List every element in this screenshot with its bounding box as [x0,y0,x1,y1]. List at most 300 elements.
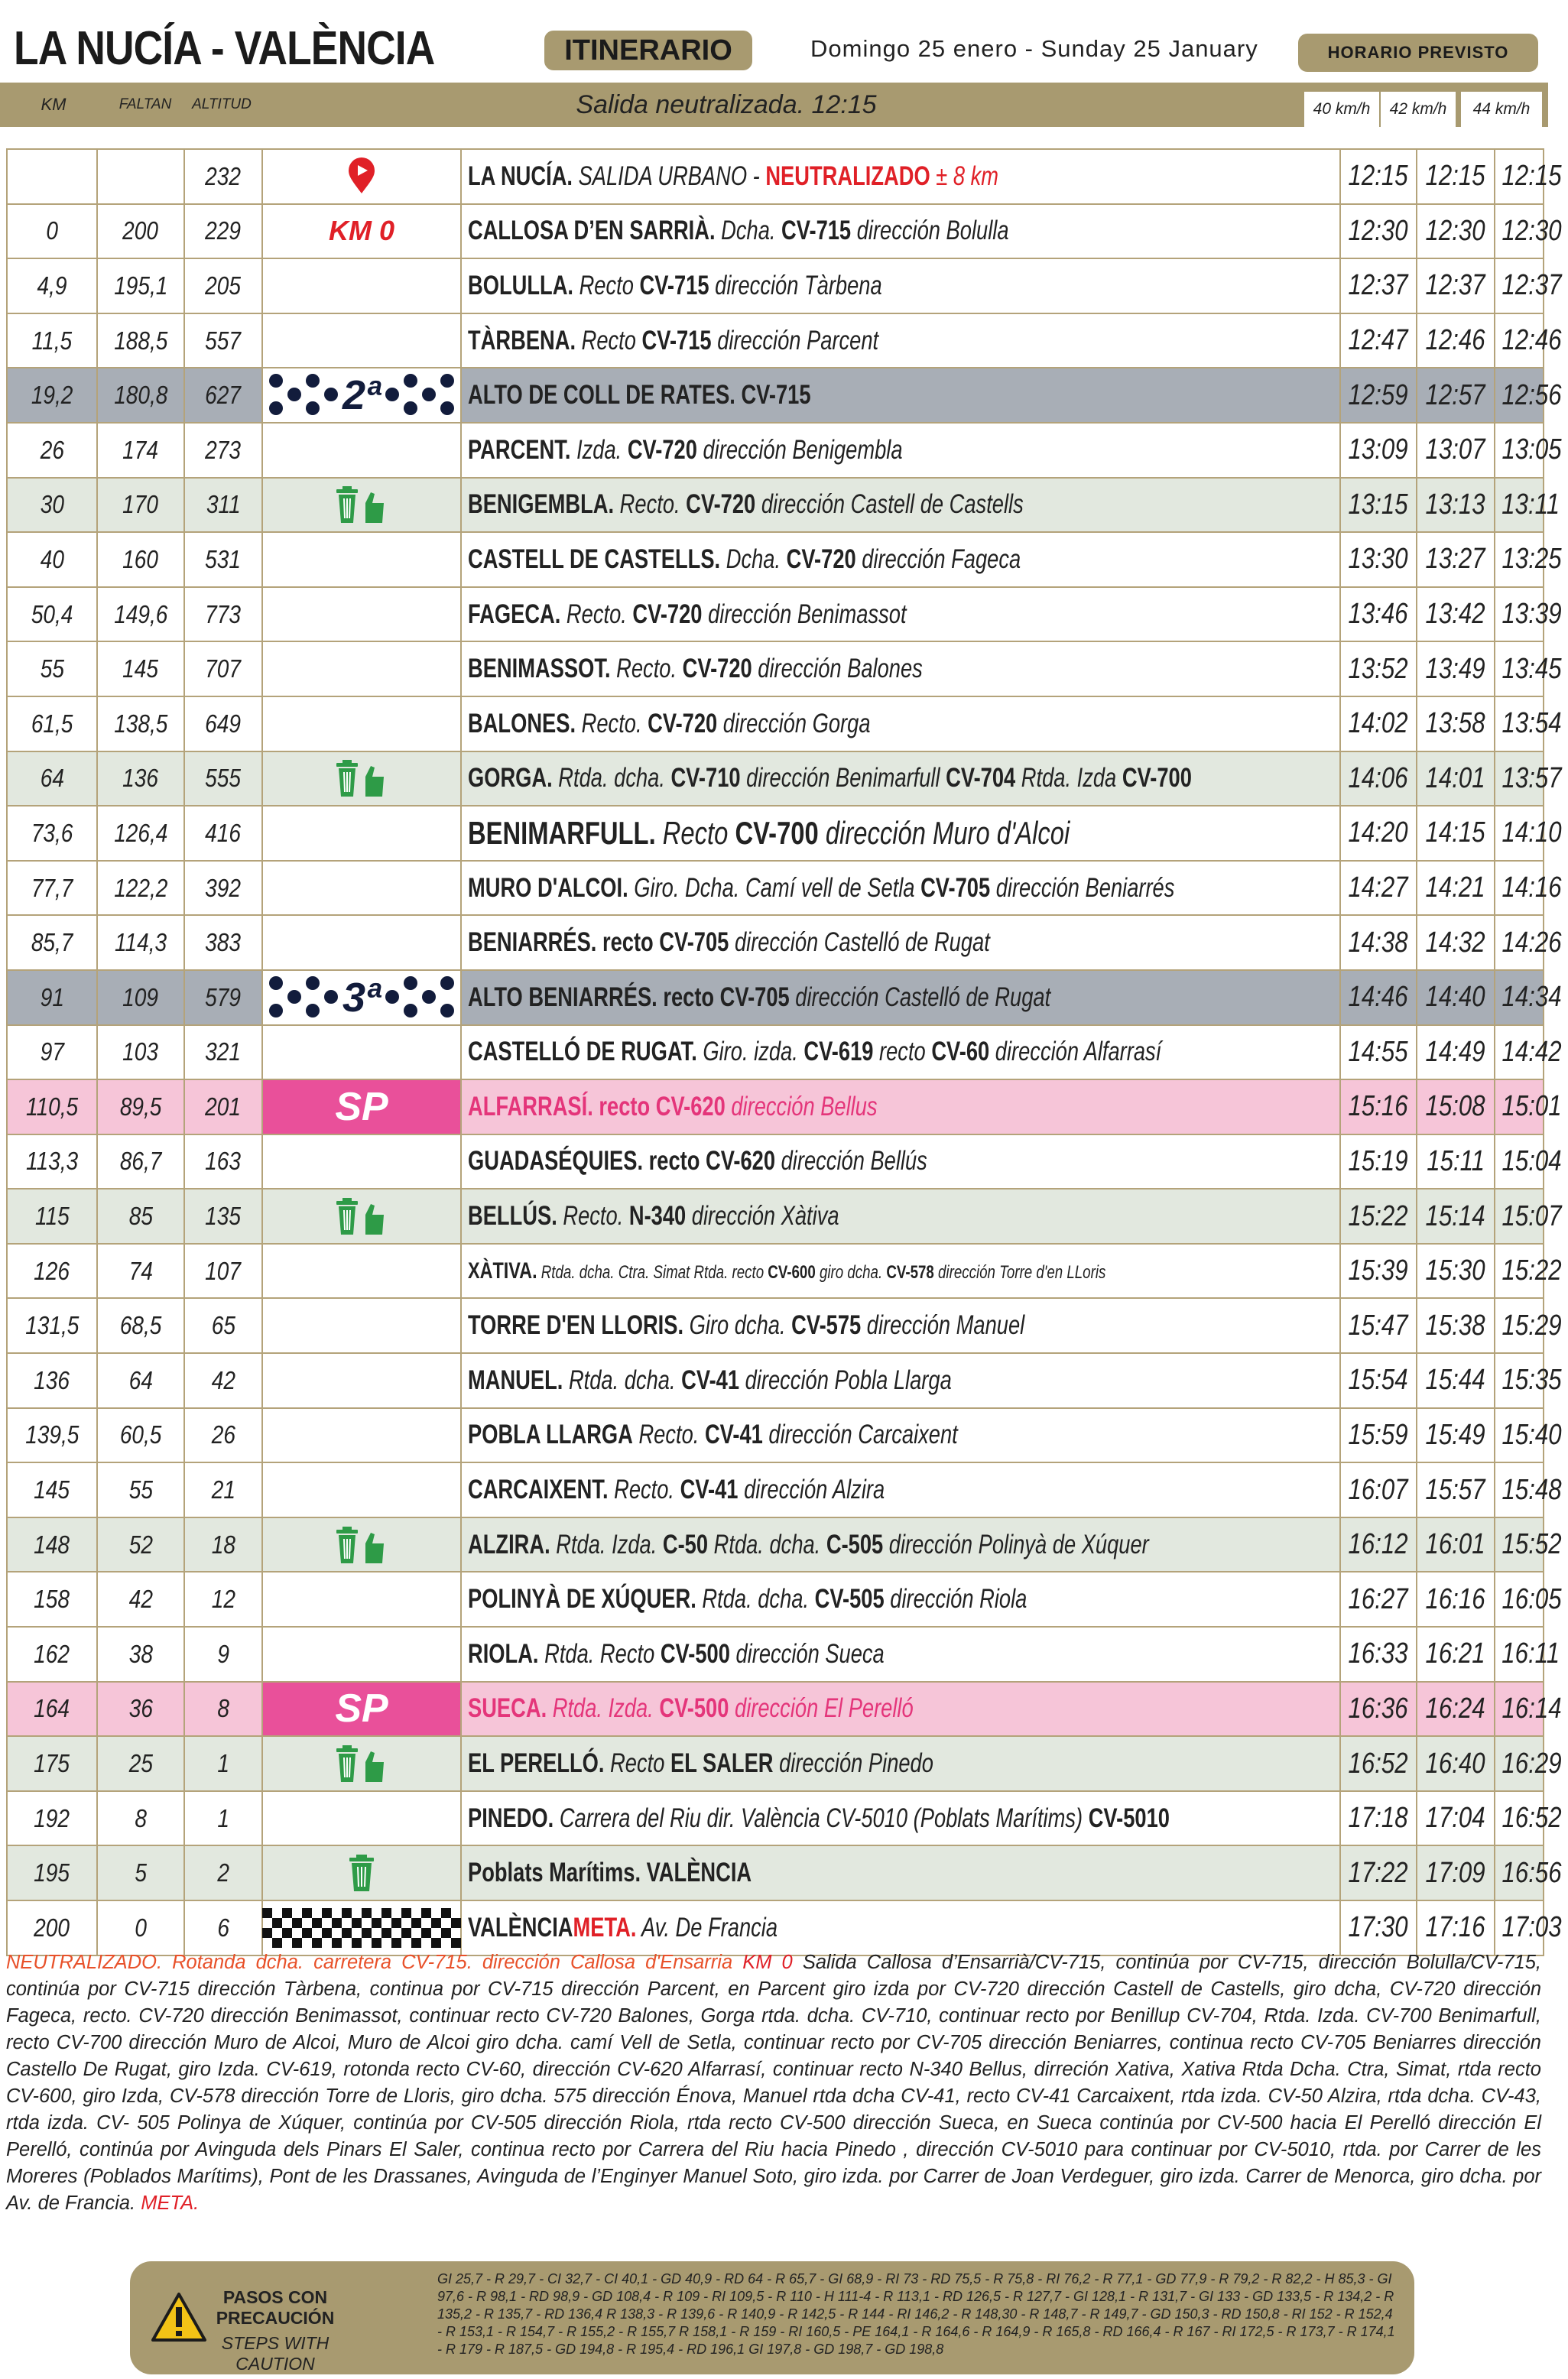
table-row [7,204,1544,259]
time-value: 16:05 [1501,1582,1562,1615]
finish-flag-icon [262,1904,461,1952]
time-cell-42 [1417,532,1495,587]
icon-cell [262,915,461,970]
time-cell-44 [1495,915,1562,970]
table-row [7,368,1544,423]
time-cell-40 [1340,1298,1417,1353]
altitude-cell [184,861,262,916]
time-value: 17:04 [1426,1802,1485,1835]
time-value: 17:22 [1349,1856,1408,1889]
time-cell-44 [1495,1845,1562,1900]
faltan-cell-value: 149,6 [113,599,168,628]
time-cell-44 [1495,1900,1562,1955]
time-cell-42 [1417,1408,1495,1463]
km-cell [7,258,97,313]
km-cell-value: 139,5 [24,1420,80,1449]
column-header-bar [0,83,1548,127]
description-text [468,380,811,411]
description-text [468,599,907,630]
warning-icon [151,2292,206,2342]
km-cell-value: 192 [34,1803,70,1832]
time-value: 15:52 [1501,1528,1562,1561]
time-value: 17:09 [1426,1856,1485,1889]
table-row [7,1298,1544,1353]
km-cell [7,1079,97,1134]
faltan-cell [97,1682,184,1737]
description-text [468,1803,1170,1834]
altitude-cell [184,1298,262,1353]
meta-label: META. [573,1912,637,1942]
time-cell-44 [1495,806,1562,861]
altitude-cell-value: 6 [217,1913,229,1942]
route-detail: dirección Castell de Castells [755,489,1024,520]
route-detail: Giro. izda. [696,1037,804,1067]
road-code: CV-720 [682,654,752,684]
altitude-cell [184,1572,262,1627]
faltan-cell [97,1244,184,1299]
route-detail: Recto. [560,599,633,629]
time-value: 12:15 [1349,160,1408,193]
road-code: CV-500 [659,1693,729,1724]
altitude-cell [184,478,262,533]
icon-cell [262,478,461,533]
description-cell [461,861,1340,916]
altitude-cell-value: 135 [205,1202,242,1231]
table-row [7,1791,1544,1846]
description-text [468,1913,778,1943]
town-name: CARCAIXENT. [468,1475,609,1505]
time-value: 14:26 [1501,926,1562,959]
description-cell [461,915,1340,970]
description-text [468,709,871,739]
time-cell-44 [1495,258,1562,313]
town-name: GORGA. [468,763,553,794]
altitude-cell [184,204,262,259]
time-cell-44 [1495,1791,1562,1846]
time-cell-42 [1417,1845,1495,1900]
time-cell-44 [1495,368,1562,423]
time-cell-44 [1495,1572,1562,1627]
time-value: 16:27 [1349,1582,1408,1615]
faltan-cell-value: 180,8 [113,381,168,410]
faltan-cell [97,1408,184,1463]
time-cell-44 [1495,1353,1562,1408]
road-code: CV-505 [814,1584,885,1615]
km-cell-value: 136 [34,1365,70,1394]
faltan-cell-value: 36 [128,1694,153,1723]
km-cell [7,1353,97,1408]
altitude-cell-value: 707 [205,654,242,683]
route-detail: Rtda. dcha. [696,1584,815,1615]
faltan-cell-value: 86,7 [119,1147,162,1176]
time-value: 15:22 [1349,1199,1408,1232]
time-value: 12:47 [1349,324,1408,357]
table-row [7,1189,1544,1244]
km-cell [7,587,97,642]
route-detail: Recto [576,325,642,355]
km-cell-value: 158 [34,1585,70,1614]
time-value: 13:42 [1426,598,1485,631]
faltan-cell-value: 5 [135,1858,147,1887]
icon-cell [262,1408,461,1463]
road-code: CV-700 [735,814,819,851]
time-value: 16:01 [1426,1528,1485,1561]
town-name: SUECA. [468,1693,547,1724]
description-text [468,763,1192,794]
time-cell-42 [1417,1353,1495,1408]
time-cell-40 [1340,751,1417,807]
altitude-cell [184,641,262,696]
icon-cell [262,1627,461,1682]
town-name: ALFARRASÍ. recto CV-620 [468,1091,726,1121]
time-value: 17:16 [1426,1911,1485,1944]
time-value: 16:33 [1349,1637,1408,1670]
faltan-cell [97,1845,184,1900]
time-value: 14:06 [1349,761,1408,794]
table-row [7,641,1544,696]
description-cell [461,1025,1340,1080]
town-name: RIOLA. [468,1638,539,1669]
road-code: CV-578 [886,1261,934,1283]
time-value: 15:35 [1501,1364,1562,1397]
km-cell [7,970,97,1025]
faltan-cell-value: 52 [128,1530,153,1559]
time-cell-42 [1417,1025,1495,1080]
time-value: 15:40 [1501,1418,1562,1451]
km-cell [7,915,97,970]
faltan-cell-value: 145 [122,654,159,683]
faltan-cell [97,1572,184,1627]
km-cell-value: 30 [40,490,64,519]
time-cell-40 [1340,423,1417,478]
neutral-distance: ± 8 km [930,161,999,191]
description-cell [461,970,1340,1025]
road-code: C-505 [826,1529,884,1559]
time-cell-40 [1340,313,1417,368]
time-cell-42 [1417,1298,1495,1353]
time-cell-40 [1340,970,1417,1025]
table-row [7,478,1544,533]
time-value: 14:38 [1349,926,1408,959]
time-value: 16:21 [1426,1637,1485,1670]
icon-cell [262,1517,461,1572]
description-text [468,435,903,466]
description-cell [461,1627,1340,1682]
time-value: 13:25 [1501,543,1562,576]
km-cell [7,1298,97,1353]
km-cell [7,696,97,751]
caution-list: GI 25,7 - R 29,7 - CI 32,7 - CI 40,1 - GD 40,9 - RD 64 - R 65,7 - GI 68,9 - RI 73 - RD 75,5 - R 75,8 - RI 76,2 - R 77,1 - GD 77,9 - R 79,2 - R 82,2 - H 85,3 - GI 97,6 - R 98,1 - RD 98,9 - GD 108,4 - R 109 - RI 109,5 - R 110 - H 111-4 - R 113,1 - RD 126,5 - R 127,7 - GI 128,1 - R 131,7 - GI 133 - GD 133,5 - R 134,2 - R 135,2 - R 135,7 - RD 136,4 R 138,3 - R 139,6 - R 140,9 - R 142,5 - R 144 - RI 146,2 - R 148,30 - R 148,7 - R 149,7 - GD 150,3 - RD 150,8 - RI 152 - R 152,4 - R 153,1 - R 154,7 - R 155,2 - R 155,7 R 158,1 - R 159 - RI 160,5 - PE 164,1 - R 164,6 - R 164,9 - R 165,8 - RD 166,4 - R 167 - RI 172,5 - R 173,7 - R 174,1 - R 179 - R 187,5 - GD 194,8 - R 195,4 - RD 196,1 GI 197,8 - GD 198,7 - GD 198,8 [437,2271,1395,2357]
feed-zone-icon [335,758,388,798]
sprint-label: SP [335,1686,388,1732]
description-cell [461,1134,1340,1190]
table-row [7,1572,1544,1627]
time-cell-42 [1417,1134,1495,1190]
icon-cell [262,861,461,916]
faltan-cell [97,1736,184,1791]
description-cell [461,751,1340,807]
route-detail: dirección Gorga [717,708,871,738]
km-cell-value: 162 [34,1639,70,1668]
km-cell-value: 126 [34,1256,70,1285]
icon-cell [262,587,461,642]
route-detail: Rtda. dcha. [708,1529,826,1559]
description-cell [461,532,1340,587]
time-cell-44 [1495,861,1562,916]
faltan-cell [97,1900,184,1955]
route-detail: dirección Beniarrés [990,872,1175,903]
icon-cell [262,532,461,587]
time-cell-42 [1417,204,1495,259]
road-code: CV-720 [627,434,697,465]
description-text [468,1639,885,1670]
time-value: 13:57 [1501,761,1562,794]
faltan-cell-value: 103 [122,1037,159,1066]
km-cell-value: 40 [40,544,64,573]
time-cell-40 [1340,258,1417,313]
icon-cell [262,970,461,1025]
altitude-cell-value: 773 [205,599,242,628]
altitude-cell-value: 1 [217,1803,229,1832]
time-cell-44 [1495,1462,1562,1517]
time-value: 16:40 [1426,1747,1485,1780]
faltan-cell-value: 170 [122,490,159,519]
table-row [7,258,1544,313]
time-value: 13:27 [1426,543,1485,576]
time-cell-40 [1340,1682,1417,1737]
km-cell [7,1572,97,1627]
km-cell [7,368,97,423]
km-cell-value: 73,6 [31,818,73,847]
road-code: CV-715 [641,325,712,355]
route-meta: META. [141,2192,200,2214]
town-name: XÀTIVA. [468,1258,537,1284]
route-detail: dirección Castelló de Rugat [789,982,1051,1012]
time-cell-40 [1340,1791,1417,1846]
road-code: CV-575 [791,1310,862,1341]
route-detail: dirección Xàtiva [686,1201,839,1232]
time-cell-40 [1340,1134,1417,1190]
km-cell-value: 115 [34,1202,70,1231]
altitude-cell [184,1900,262,1955]
altitude-cell [184,1408,262,1463]
faltan-cell-value: 138,5 [113,709,168,738]
altitude-cell-value: 8 [217,1694,229,1723]
time-value: 13:15 [1349,488,1408,521]
route-detail: dirección El Perelló [729,1693,914,1724]
altitude-cell [184,149,262,204]
altitude-cell [184,1627,262,1682]
town-name: CASTELLÓ DE RUGAT. [468,1037,697,1067]
time-cell-42 [1417,1682,1495,1737]
route-detail: dirección Alfarrasí [989,1037,1162,1067]
town-name: VALÈNCIA [468,1912,573,1942]
description-text [468,271,882,301]
km-cell-value: 200 [34,1913,70,1942]
description-cell [461,1353,1340,1408]
route-detail: Recto. [557,1201,629,1232]
altitude-cell-value: 531 [205,544,242,573]
time-value: 16:07 [1349,1473,1408,1506]
time-value: 16:36 [1349,1692,1408,1725]
time-value: 16:52 [1349,1747,1408,1780]
description-text [468,1037,1161,1067]
icon-cell [262,423,461,478]
speed-header-42: 42 km/h [1381,92,1456,127]
route-detail: Dcha. [715,216,782,246]
town-name: LA NUCÍA. [468,161,573,191]
town-name: ALTO BENIARRÉS. recto CV-705 [468,982,790,1012]
time-value: 14:01 [1426,761,1485,794]
salida-text: Salida neutralizada. 12:15 [576,90,877,119]
horario-badge: HORARIO PREVISTO [1298,34,1538,72]
time-cell-42 [1417,641,1495,696]
route-detail: Rtda. Recto [538,1638,661,1669]
time-value: 15:04 [1501,1144,1562,1177]
km-cell-value: 148 [34,1530,70,1559]
time-value: 16:16 [1426,1582,1485,1615]
col-km-header: KM [41,95,67,114]
km-cell-value: 64 [40,764,64,793]
time-value: 15:39 [1349,1254,1408,1287]
icon-cell [262,368,461,423]
altitude-cell [184,696,262,751]
time-cell-40 [1340,1408,1417,1463]
altitude-cell-value: 392 [205,873,242,902]
km-cell [7,1025,97,1080]
faltan-cell-value: 89,5 [119,1092,162,1121]
altitude-cell-value: 416 [205,818,242,847]
km-cell-value: 91 [40,982,64,1011]
time-cell-42 [1417,1627,1495,1682]
road-code: CV-500 [660,1638,730,1669]
description-cell [461,1682,1340,1737]
time-cell-40 [1340,532,1417,587]
road-code: CV-60 [931,1037,990,1067]
time-cell-40 [1340,641,1417,696]
time-value: 14:21 [1426,871,1485,904]
faltan-cell [97,1627,184,1682]
time-cell-44 [1495,1025,1562,1080]
town-name: PARCENT. [468,434,571,465]
col-altitud-header: ALTITUD [192,96,252,112]
time-cell-44 [1495,1298,1562,1353]
time-value: 16:11 [1501,1637,1560,1670]
town-name: MURO D'ALCOI. [468,872,628,903]
route-description [6,1949,1541,2217]
table-row [7,423,1544,478]
time-cell-44 [1495,1517,1562,1572]
route-detail: dirección Benimarfull [740,763,946,794]
km-cell [7,204,97,259]
km-cell-value: 85,7 [31,928,73,957]
km-cell-value: 131,5 [24,1311,80,1340]
time-value: 16:12 [1349,1528,1408,1561]
altitude-cell [184,915,262,970]
time-cell-40 [1340,806,1417,861]
route-detail: Av. De Francia [636,1912,778,1942]
km-cell [7,1189,97,1244]
road-code: CV-41 [680,1475,739,1505]
table-row [7,1408,1544,1463]
route-km0: KM 0 [742,1952,793,1973]
icon-cell [262,1025,461,1080]
table-row [7,532,1544,587]
icon-cell [262,1134,461,1190]
altitude-cell-value: 383 [205,928,242,957]
time-cell-40 [1340,587,1417,642]
table-row [7,1845,1544,1900]
time-value: 14:55 [1349,1035,1408,1068]
time-value: 14:20 [1349,816,1408,849]
time-cell-44 [1495,1682,1562,1737]
icon-cell [262,751,461,807]
description-text [468,1201,839,1232]
time-cell-44 [1495,532,1562,587]
route-detail: Recto [655,814,735,851]
km-cell [7,1462,97,1517]
altitude-cell [184,1462,262,1517]
km-cell-value: 61,5 [31,709,73,738]
description-text [468,1530,1149,1560]
description-cell [461,258,1340,313]
time-cell-40 [1340,1079,1417,1134]
faltan-cell [97,641,184,696]
time-value: 14:42 [1501,1035,1562,1068]
description-text [468,216,1009,246]
faltan-cell [97,204,184,259]
description-text [468,1258,1105,1284]
time-value: 17:18 [1349,1802,1408,1835]
route-detail: dirección Polinyà de Xúquer [883,1529,1149,1559]
km-cell [7,1408,97,1463]
time-cell-42 [1417,258,1495,313]
time-value: 14:34 [1501,981,1562,1014]
time-value: 12:37 [1349,269,1408,302]
km-cell [7,149,97,204]
table-row [7,1627,1544,1682]
time-value: 12:15 [1426,160,1485,193]
altitude-cell [184,587,262,642]
km-cell-value: 19,2 [31,381,73,410]
route-detail: Rtda. Izda [1015,763,1122,794]
faltan-cell [97,1134,184,1190]
route-detail: dirección Castelló de Rugat [729,927,990,958]
km-cell-value: 195 [34,1858,70,1887]
description-cell [461,1244,1340,1299]
time-cell-40 [1340,1025,1417,1080]
route-detail: dirección Bellus [725,1091,878,1121]
time-value: 16:52 [1501,1802,1562,1835]
town-name: TORRE D'EN LLORIS. [468,1310,684,1341]
icon-cell [262,258,461,313]
route-detail: Izda. [570,434,628,465]
time-value: 15:22 [1501,1254,1562,1287]
time-value: 12:37 [1501,269,1562,302]
icon-cell [262,1736,461,1791]
time-value: 14:49 [1426,1035,1485,1068]
icon-cell [262,1791,461,1846]
time-cell-40 [1340,1900,1417,1955]
time-value: 12:46 [1501,324,1562,357]
icon-cell [262,1189,461,1244]
route-detail: dirección Benimassot [702,599,907,629]
description-cell [461,1791,1340,1846]
route-detail: Recto. [610,654,683,684]
altitude-cell [184,1682,262,1737]
time-value: 15:49 [1426,1418,1485,1451]
icon-cell [262,149,461,204]
